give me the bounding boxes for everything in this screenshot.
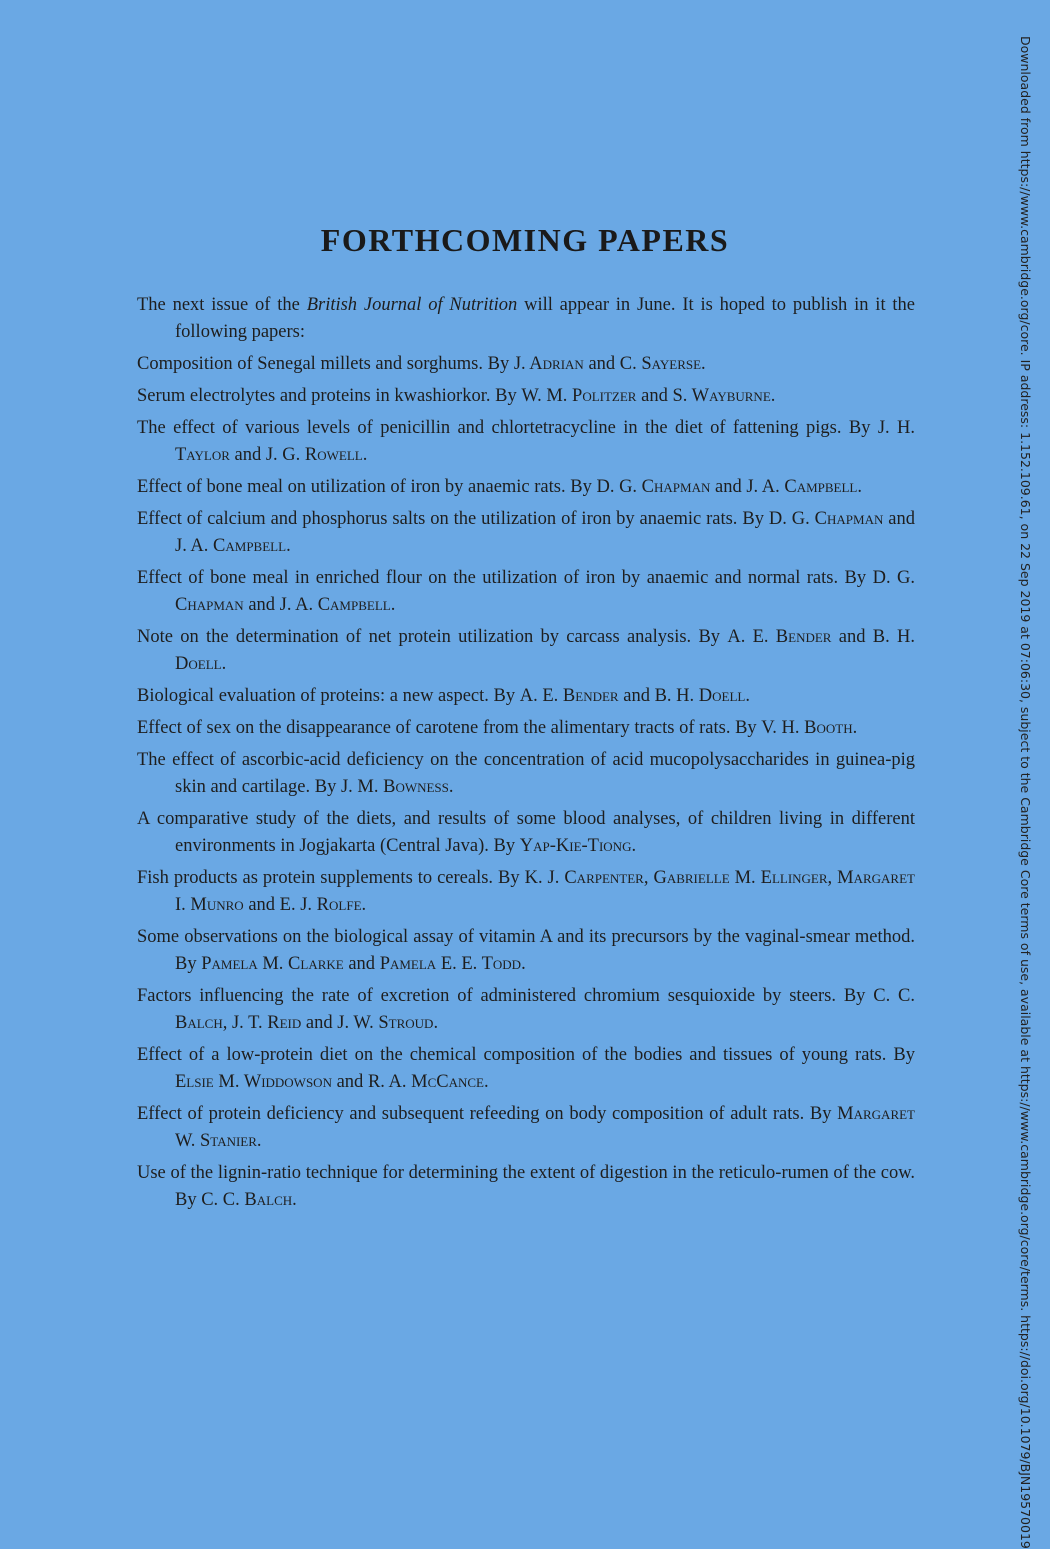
paper-author: J. G. Rowell [265,445,363,465]
paper-by-label: By [698,627,721,647]
download-notice-text: Downloaded from https://www.cambridge.org/core. IP address: 1.152.109.61, on 22 Sep 2019 at 07:06:30, subject to the Cambridge Core terms of use, available at https://www.cambridge.org/core/terms. https://doi.org/10.1079/BJN19570019 [1018,36,1033,1549]
paper-author: J. Adrian [513,354,584,374]
paper-author: C. C. Balch [201,1190,293,1210]
paper-title: The effect of various levels of penicillin and chlortetracycline in the diet of fattening pigs. [137,418,842,438]
paper-title: A comparative study of the diets, and results of some blood analyses, of children living in different environments in Jogjakarta (Central Java). [137,809,915,856]
paper-author: R. A. McCance [367,1072,484,1092]
author-separator: . [770,386,776,406]
paper-by-label: By [809,1104,832,1124]
paper-author: Pamela E. E. Todd [379,954,522,974]
author-separator: , [643,868,654,888]
download-notice [1013,36,1033,1549]
paper-by-label: By [495,386,517,406]
paper-title: Effect of sex on the disappearance of carotene from the alimentary tracts of rats. [137,718,731,738]
paper-title: Note on the determination of net protein utilization by carcass analysis. [137,627,692,647]
paper-title: Composition of Senegal millets and sorghums. [137,354,484,374]
paper-author: A. E. Bender [727,627,832,647]
author-separator: and [636,386,673,406]
paper-entry [137,683,915,710]
paper-author: B. H. Doell [654,686,746,706]
paper-entry [137,715,915,742]
paper-author: K. J. Carpenter [524,868,644,888]
paper-entry [137,624,915,678]
author-separator: . [361,895,367,915]
paper-author: E. J. Rolfe [279,895,362,915]
paper-by-label: By [498,868,520,888]
paper-entry [137,806,915,860]
author-separator: and [243,895,280,915]
paper-author: J. T. Reid [231,1013,302,1033]
author-separator: . [631,836,637,856]
author-separator: . [433,1013,439,1033]
paper-entry [137,1042,915,1096]
paper-author: Pamela M. Clarke [201,954,344,974]
paper-entries [137,351,915,1214]
paper-by-label: By [742,509,764,529]
paper-title: Effect of a low-protein diet on the chemical composition of the bodies and tissues of young rats. [137,1045,887,1065]
author-separator: . [390,595,396,615]
paper-author: D. G. Chapman [175,568,915,615]
author-separator: and [710,477,747,497]
paper-author: J. A. Campbell [175,536,287,556]
journal-name: British Journal of Nutrition [306,295,518,315]
paper-author: D. G. Chapman [596,477,711,497]
intro-text-after: will appear in June. It is hoped to publish in it the following papers: [175,295,915,342]
paper-author: D. G. Chapman [768,509,884,529]
paper-by-label: By [843,986,866,1006]
paper-by-label: By [893,1045,915,1065]
author-separator: . [745,686,750,706]
paper-author: J. W. Stroud [337,1013,434,1033]
paper-entry [137,747,915,801]
author-separator: . [256,1131,262,1151]
paper-entry [137,383,915,410]
papers-list [137,292,915,1219]
paper-entry [137,1160,915,1214]
paper-author: Margaret I. Munro [175,868,915,915]
author-separator: and [301,1013,338,1033]
paper-author: J. H. Taylor [175,418,916,465]
author-separator: and [331,1072,368,1092]
paper-title: Fish products as protein supplements to cereals. [137,868,494,888]
author-separator: . [448,777,454,797]
author-separator: and [243,595,280,615]
paper-author: S. Wayburne [672,386,771,406]
paper-author: Elsie M. Widdowson [175,1072,332,1092]
paper-author: V. H. Booth [761,718,853,738]
author-separator: and [583,354,620,374]
paper-title: Factors influencing the rate of excretion of administered chromium sesquioxide by steers. [137,986,836,1006]
page-title: FORTHCOMING PAPERS [320,222,730,258]
paper-title: Effect of bone meal in enriched flour on the utilization of iron by anaemic and normal rats. [137,568,839,588]
paper-entry [137,415,915,469]
author-separator: and [229,445,266,465]
paper-entry [137,865,915,919]
paper-author: B. H. Doell [175,627,915,674]
author-separator: and [618,686,655,706]
paper-entry [137,565,915,619]
author-separator: . [852,718,858,738]
intro-text-before: The next issue of the [137,295,307,315]
author-separator: . [221,654,227,674]
intro-paragraph [137,292,915,346]
paper-title: Effect of protein deficiency and subsequent refeeding on body composition of adult rats. [137,1104,805,1124]
paper-title: Some observations on the biological assay of vitamin A and its precursors by the vaginal-smear method. [137,927,915,947]
paper-entry [137,506,915,560]
author-separator: . [857,477,863,497]
paper-by-label: By [314,777,337,797]
paper-title: Biological evaluation of proteins: a new aspect. [137,686,489,706]
paper-author: W. M. Politzer [521,386,637,406]
paper-by-label: By [844,568,867,588]
author-separator: and [883,509,916,529]
author-separator: . [701,354,706,374]
paper-by-label: By [175,954,197,974]
author-separator: . [286,536,291,556]
paper-by-label: By [570,477,592,497]
paper-entry [137,351,915,378]
author-separator: , [827,868,838,888]
paper-entry [137,474,915,501]
paper-entry [137,924,915,978]
paper-title: Use of the lignin-ratio technique for determining the extent of digestion in the reticulo-rumen of the cow. [137,1163,915,1183]
author-separator: . [292,1190,297,1210]
paper-author: C. Sayerse [619,354,702,374]
paper-by-label: By [493,836,516,856]
paper-author: Margaret W. Stanier [175,1104,915,1151]
paper-entry [137,1101,915,1155]
paper-by-label: By [487,354,510,374]
paper-author: J. A. Campbell [746,477,858,497]
paper-by-label: By [493,686,516,706]
author-separator: , [222,1013,232,1033]
paper-title: Effect of calcium and phosphorus salts on the utilization of iron by anaemic rats. [137,509,738,529]
paper-author: J. A. Campbell [279,595,391,615]
paper-title: The effect of ascorbic-acid deficiency on the concentration of acid mucopolysaccharides in guinea-pig skin and cartilage. [137,750,915,797]
paper-author: C. C. Balch [175,986,915,1033]
paper-title: Serum electrolytes and proteins in kwashiorkor. [137,386,491,406]
paper-author: Yap-Kie-Tiong [519,836,632,856]
paper-by-label: By [175,1190,197,1210]
paper-by-label: By [848,418,871,438]
author-separator: . [521,954,526,974]
paper-entry [137,983,915,1037]
paper-author: J. M. Bowness [340,777,449,797]
paper-author: Gabrielle M. Ellinger [653,868,828,888]
author-separator: . [483,1072,489,1092]
author-separator: and [343,954,380,974]
paper-title: Effect of bone meal on utilization of iron by anaemic rats. [137,477,566,497]
author-separator: . [362,445,368,465]
paper-by-label: By [735,718,757,738]
author-separator: and [831,627,873,647]
paper-author: A. E. Bender [519,686,619,706]
